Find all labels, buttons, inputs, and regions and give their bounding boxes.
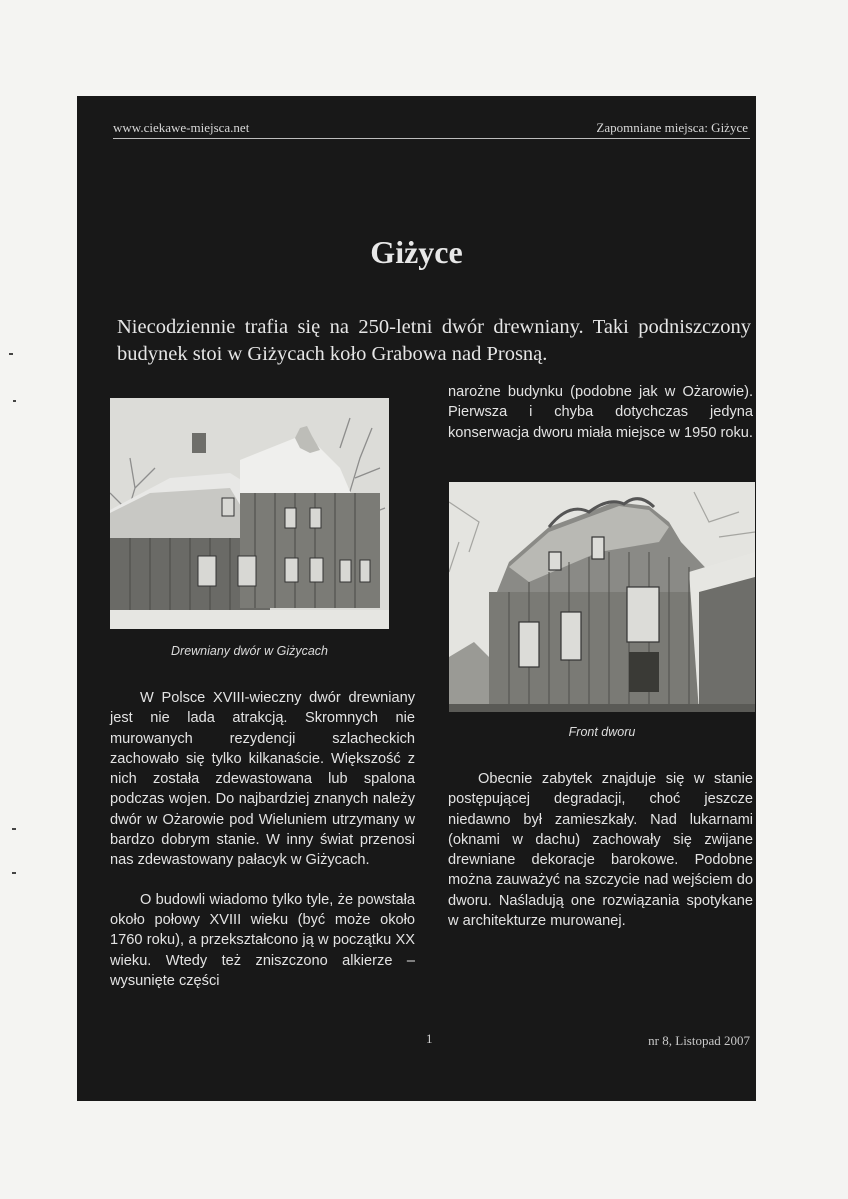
header-section: Zapomniane miejsca: Giżyce	[596, 120, 748, 135]
scan-mark	[9, 353, 13, 355]
header-rule	[113, 138, 750, 139]
article-title: Giżyce	[370, 234, 463, 270]
photo1-caption: Drewniany dwór w Giżycach	[171, 644, 328, 658]
scan-mark	[12, 872, 16, 874]
scan-mark	[13, 400, 16, 402]
header-site: www.ciekawe-miejsca.net	[113, 120, 250, 135]
right-column-top	[448, 382, 753, 443]
manor-front-photo	[449, 482, 755, 712]
magazine-page	[77, 96, 756, 1101]
left-paragraph-1: W Polsce XVIII-wieczny dwór drewniany jest nie lada atrakcją. Skromnych nie murowanych rezydencji szlacheckich zachowało się tylko kilkanaście. Większość z nich została zdewastowana lub spalona podczas wojen. Do najbardziej znanych należy dwór w Ożarowie pod Wieluniem utrzymany w bardzo dobrym stanie. W inny świat przenosi nas zdewastowany pałacyk w Giżycach.	[110, 690, 415, 869]
scan-mark	[12, 828, 16, 830]
left-column	[110, 688, 415, 991]
left-paragraph-2: O budowli wiadomo tylko tyle, że powstała około połowy XVIII wieku (być może około 1760 roku), a przekształcono ją w początku XX wieku. Wtedy też zniszczono alkierze – wysunięte części	[110, 891, 415, 989]
right-paragraph-top: narożne budynku (podobne jak w Ożarowie). Pierwsza i chyba dotychczas jedyna konserwacja dworu miała miejsce w 1950 roku.	[448, 384, 753, 441]
article-lead: Niecodziennie trafia się na 250-letni dwór drewniany. Taki podniszczony budynek stoi w Giżycach koło Grabowa nad Prosną.	[117, 316, 751, 365]
photo2-caption: Front dworu	[568, 725, 636, 739]
page-number: 1	[426, 1031, 433, 1046]
manor-house-photo	[110, 398, 389, 629]
issue-label: nr 8, Listopad 2007	[648, 1033, 750, 1048]
right-column-bottom	[448, 769, 753, 931]
right-paragraph-bottom: Obecnie zabytek znajduje się w stanie postępującej degradacji, choć jeszcze niedawno był zamieszkały. Nad lukarnami (oknami w dachu) zachowały się zwijane drewniane dekoracje barokowe. Podobne można zauważyć na szczycie nad wejściem do dworu. Naśladują one rozwiązania spotykane w architekturze murowanej.	[448, 771, 753, 930]
